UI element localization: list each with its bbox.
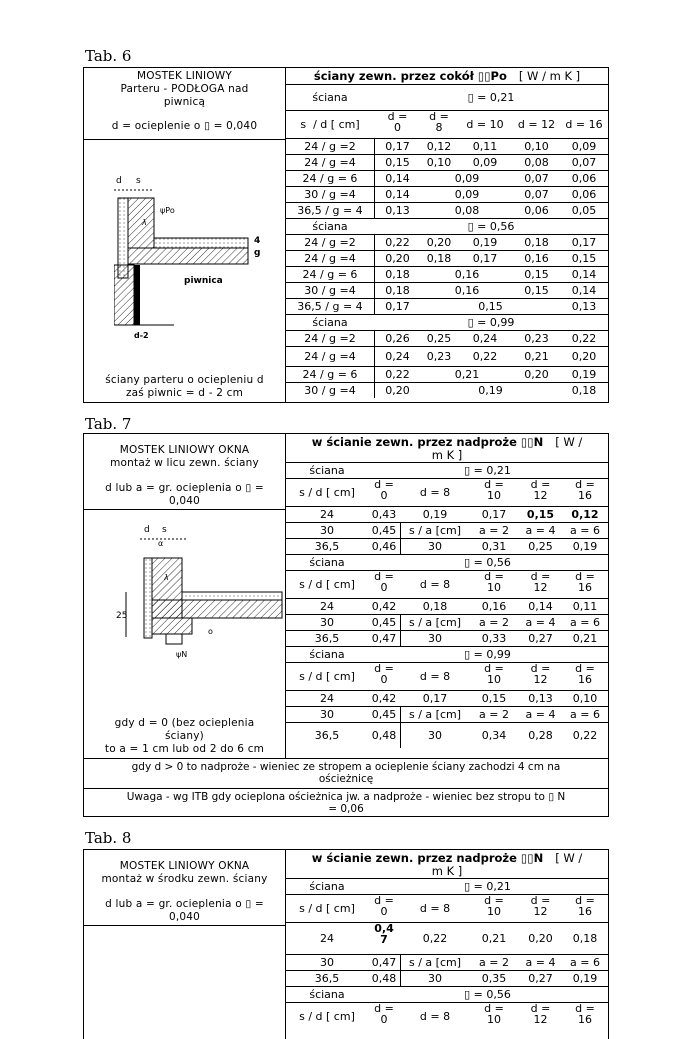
section-label (286, 84, 608, 110)
table-cell: 0,46 (371, 540, 397, 553)
table-cell: a = 4 (525, 524, 556, 537)
svg-text:ψPo: ψPo (160, 206, 175, 215)
table-cell: 0,4 7 (374, 922, 394, 946)
table-cell: 24 / g = 6 (302, 268, 358, 281)
svg-text:g: g (254, 248, 261, 258)
table-cell: 0,15 (385, 156, 410, 169)
table-row (286, 706, 608, 722)
tab8-title-unit2: m K ] (431, 864, 463, 878)
table-cell: 0,19 (472, 236, 498, 249)
table-cell: 36,5 (314, 972, 340, 985)
table-cell: 30 (320, 524, 334, 537)
table-cell: 0,45 (371, 708, 397, 721)
table-cell: 0,21 (524, 350, 549, 363)
svg-text:λ: λ (164, 573, 169, 582)
table-cell: a = 4 (525, 616, 556, 629)
table-row (286, 202, 608, 218)
table-cell: 0,07 (571, 156, 597, 169)
table-cell: ściana (309, 648, 345, 661)
table-cell: 24 / g =2 (304, 332, 356, 345)
table-cell: 0,27 (528, 972, 553, 985)
tab7-caption: Tab. 7 (85, 415, 132, 433)
table-cell: 0,45 (371, 524, 397, 537)
table-cell: 0,19 (572, 540, 598, 553)
table-cell: 0,22 (385, 236, 410, 249)
lambda-value: ▯ = 0,99 (464, 648, 511, 661)
table-cell: 0,18 (571, 384, 597, 397)
table-cell: a = 6 (570, 616, 600, 629)
table-cell: d = 12 (530, 478, 551, 502)
tab6-left-line1: MOSTEK LINIOWY (136, 70, 233, 82)
table-cell: s / d [ cm] (299, 578, 355, 591)
table-cell: d = 12 (530, 1002, 551, 1026)
table-cell: a = 2 (479, 524, 509, 537)
table-cell: 0,24 (385, 350, 410, 363)
table-cell: ściana (312, 91, 348, 104)
table-cell: 0,28 (528, 729, 553, 742)
table-cell: 0,15 (524, 268, 549, 281)
table-cell: ściana (312, 220, 348, 233)
table-cell: d = 16 (575, 570, 595, 594)
table-cell: 0,47 (371, 956, 397, 969)
tab7-left-footer1: gdy d = 0 (bez ocieplenia (114, 717, 255, 729)
tab8-table (83, 849, 609, 1039)
tab7-left-line1: MOSTEK LINIOWY OKNA (119, 444, 250, 456)
table-cell: 0,22 (572, 729, 598, 742)
table-cell: 0,08 (454, 204, 480, 217)
table-cell: s / d [ cm] (299, 1010, 355, 1023)
table-cell: 36,5 (314, 540, 340, 553)
table-cell: 0,18 (572, 932, 598, 945)
table-cell: 0,10 (426, 156, 452, 169)
table-row (286, 522, 608, 538)
table-cell: 30 (320, 708, 334, 721)
table-cell: 0,31 (481, 540, 507, 553)
tab8-left-line1: MOSTEK LINIOWY OKNA (119, 860, 250, 872)
table-cell: 24 / g = 6 (302, 172, 358, 185)
table-cell: a = 4 (525, 708, 556, 721)
table-cell: d = 10 (484, 894, 504, 918)
table-cell: 0,22 (385, 368, 410, 381)
table-row (286, 186, 608, 202)
table-cell: a = 4 (525, 956, 556, 969)
table-cell: 0,14 (571, 284, 597, 297)
table-cell: 0,20 (426, 236, 452, 249)
svg-text:ψN: ψN (176, 650, 188, 659)
table-cell: 24 / g =2 (304, 140, 356, 153)
table-cell: 0,21 (481, 932, 507, 945)
table-cell: 24 (320, 508, 334, 521)
table-cell: 0,22 (422, 932, 448, 945)
table-cell: 0,47 (371, 632, 397, 645)
table-cell: ściana (309, 988, 345, 1001)
table-cell: 0,13 (385, 204, 410, 217)
table-row (286, 614, 608, 630)
table-cell: 24 (320, 932, 334, 945)
table-cell: d = 10 (484, 1002, 504, 1026)
tab7-left-footer3: to a = 1 cm lub od 2 do 6 cm (104, 743, 265, 755)
table-cell: 0,16 (454, 268, 480, 281)
table-cell: 0,12 (426, 140, 452, 153)
column-header (286, 1002, 608, 1030)
table-cell: 0,18 (426, 252, 452, 265)
svg-text:s: s (136, 176, 141, 186)
table-cell: 0,18 (385, 284, 410, 297)
table-cell: ściana (309, 464, 345, 477)
tab6-table (83, 67, 609, 403)
table-cell: ściana (312, 316, 348, 329)
table-cell: 0,13 (528, 692, 553, 705)
tab7-title-unit2: m K ] (431, 448, 463, 462)
table-cell: 0,14 (528, 600, 553, 613)
section-label (286, 218, 608, 234)
tab8-left-line4: 0,040 (168, 911, 201, 923)
table-cell: 0,19 (478, 384, 503, 397)
table-cell: d = 12 (530, 570, 551, 594)
table-cell: 30 (320, 956, 334, 969)
lambda-value: ▯ = 0,56 (464, 988, 511, 1001)
table-cell: 0,22 (571, 332, 597, 345)
table-cell: 0,17 (385, 300, 410, 313)
table-row (286, 298, 608, 314)
table-row (286, 506, 608, 522)
table-cell: d = 12 (530, 662, 551, 686)
table-row (286, 538, 608, 554)
tab8-left-panel (84, 850, 286, 1039)
table-row (286, 954, 608, 970)
column-header (286, 894, 608, 922)
lambda-value: ▯ = 0,21 (467, 91, 515, 104)
table-cell: d = 0 (374, 1002, 394, 1026)
table-cell: 0,06 (524, 204, 549, 217)
table-row (286, 138, 608, 154)
table-cell: d = 8 (419, 486, 451, 499)
table-cell: 0,15 (571, 252, 597, 265)
table-cell: s / d [ cm] (300, 118, 360, 131)
table-cell: d = 8 (429, 110, 449, 134)
table-cell: 0,20 (571, 350, 597, 363)
table-cell: 24 / g =4 (304, 350, 356, 363)
table-cell: 0,43 (371, 508, 397, 521)
table-cell: s / d [ cm] (299, 902, 355, 915)
column-header (286, 478, 608, 506)
table-cell: 0,16 (481, 600, 507, 613)
column-header (286, 110, 608, 138)
table-cell: 24 (320, 600, 334, 613)
table-cell: 0,16 (454, 284, 480, 297)
table-cell: 0,06 (571, 172, 597, 185)
table-row (286, 234, 608, 250)
table-cell: 36,5 (314, 632, 340, 645)
column-header (286, 662, 608, 690)
table-cell: d = 0 (374, 570, 394, 594)
table-cell: 0,09 (454, 188, 480, 201)
table-cell: d = 16 (575, 662, 595, 686)
table-cell: 0,24 (472, 332, 498, 345)
table-cell: 0,08 (524, 156, 549, 169)
svg-text:α: α (158, 539, 164, 548)
table-cell: d = 8 (419, 1010, 451, 1023)
table-cell: 0,15 (524, 284, 549, 297)
table-cell: 30 (428, 729, 442, 742)
table-cell: 0,17 (481, 508, 507, 521)
table-cell: d = 8 (419, 578, 451, 591)
table-cell: 0,26 (385, 332, 410, 345)
table-cell: 30 (320, 616, 334, 629)
table-cell: d = 0 (374, 662, 394, 686)
tab7-left-line4: 0,040 (168, 495, 201, 507)
table-cell: 0,10 (572, 692, 598, 705)
table-cell: 0,42 (371, 600, 397, 613)
table-cell: 0,09 (571, 140, 597, 153)
table-cell: 24 (320, 692, 334, 705)
svg-text:25: 25 (116, 611, 128, 621)
table-row (286, 922, 608, 954)
table-cell: d = 16 (575, 894, 595, 918)
table-cell: 0,20 (385, 252, 410, 265)
table-cell: 0,09 (472, 156, 498, 169)
table-cell: 0,25 (528, 540, 553, 553)
table-cell: 0,25 (426, 332, 452, 345)
tab6-title: ściany zewn. przez cokół ▯▯Po [ W / m K ] (313, 69, 581, 83)
tab7-left-panel (84, 434, 286, 758)
table-row (286, 598, 608, 614)
table-cell: 0,23 (426, 350, 452, 363)
tab6-detail-drawing (114, 173, 289, 343)
table-cell: a = 6 (570, 524, 600, 537)
svg-text:piwnica: piwnica (184, 276, 223, 286)
table-cell: ściana (309, 556, 345, 569)
table-cell: 0,16 (524, 252, 549, 265)
table-cell: s / d [ cm] (299, 486, 355, 499)
table-cell: 0,48 (371, 972, 397, 985)
section-label (286, 554, 608, 570)
tab7-note1: gdy d > 0 to nadproże - wieniec ze stropem a ocieplenie ściany zachodzi 4 cm na ościeżnicę (84, 758, 608, 788)
table-cell: a = 6 (570, 956, 600, 969)
section-label (286, 314, 608, 330)
tab7-left-line2: montaż w licu zewn. ściany (110, 457, 259, 469)
tab7-right-panel (286, 434, 608, 758)
table-cell: 0,14 (571, 268, 597, 281)
table-cell: 0,21 (454, 368, 480, 381)
table-cell: s / a [cm] (408, 616, 461, 629)
section-label (286, 986, 608, 1002)
table-cell: 30 / g =4 (304, 384, 356, 397)
table-cell: 24 / g =4 (304, 252, 356, 265)
table-cell: 0,17 (571, 236, 597, 249)
table-row (286, 630, 608, 646)
svg-text:d-2: d-2 (134, 331, 149, 340)
table-cell: 0,18 (385, 268, 410, 281)
table-cell: 0,11 (572, 600, 598, 613)
table-cell: a = 2 (479, 956, 509, 969)
table-row (286, 250, 608, 266)
table-cell: 0,07 (524, 188, 549, 201)
table-cell: 0,10 (524, 140, 549, 153)
table-cell: 0,14 (385, 188, 410, 201)
table-cell: a = 2 (479, 708, 509, 721)
tab8-left-line2: montaż w środku zewn. ściany (101, 873, 268, 885)
tab6-left-line4: d = ocieplenie o ▯ = 0,040 (111, 120, 258, 132)
tab8-right-panel (286, 850, 608, 1039)
section-label (286, 462, 608, 478)
table-cell: d = 10 (466, 118, 504, 131)
table-cell: 0,17 (385, 140, 410, 153)
table-cell: 0,45 (371, 616, 397, 629)
table-cell: s / d [ cm] (299, 670, 355, 683)
table-cell: 30 / g =4 (304, 188, 356, 201)
lambda-value: ▯ = 0,56 (464, 556, 511, 569)
lambda-value: ▯ = 0,21 (464, 464, 511, 477)
svg-text:d: d (116, 176, 122, 186)
table-row (286, 722, 608, 748)
table-cell: 30 (428, 540, 442, 553)
table-cell: 0,11 (472, 140, 498, 153)
table-cell: 24 / g =4 (304, 156, 356, 169)
table-cell: 0,23 (524, 332, 549, 345)
table-row (286, 346, 608, 366)
tab6-caption: Tab. 6 (85, 47, 132, 65)
table-cell: 0,19 (422, 508, 448, 521)
table-row (286, 382, 608, 398)
tab6-left-footer1: ściany parteru o ociepleniu d (105, 374, 264, 386)
tab7-left-footer2: ściany) (165, 730, 204, 742)
table-row (286, 690, 608, 706)
table-cell: 36,5 (314, 729, 340, 742)
table-row (286, 970, 608, 986)
tab8-caption: Tab. 8 (85, 829, 132, 847)
table-cell: 0,05 (571, 204, 597, 217)
table-cell: 0,33 (481, 632, 507, 645)
svg-text:d: d (144, 525, 150, 535)
table-cell: 30 (428, 632, 442, 645)
table-cell: 30 (428, 972, 442, 985)
section-label (286, 878, 608, 894)
tab6-left-line3: piwnicą (163, 96, 206, 108)
table-cell: 24 / g = 6 (302, 368, 358, 381)
table-cell: 0,12 (571, 508, 599, 521)
tab7-title: w ścianie zewn. przez nadproże ▯▯N [ W / (311, 435, 583, 449)
svg-text:λ: λ (142, 218, 147, 227)
table-cell: 0,35 (481, 972, 507, 985)
table-cell: 36,5 / g = 4 (297, 300, 363, 313)
table-cell: a = 2 (479, 616, 509, 629)
table-cell: 30 / g =4 (304, 284, 356, 297)
lambda-value: ▯ = 0,21 (464, 880, 511, 893)
tab7-left-line3: d lub a = gr. ocieplenia o ▯ = (105, 482, 264, 494)
table-row (286, 366, 608, 382)
lambda-value: ▯ = 0,99 (467, 316, 515, 329)
table-cell: 0,27 (528, 632, 553, 645)
table-cell: 0,09 (454, 172, 480, 185)
table-cell: 0,07 (524, 172, 549, 185)
table-cell: 0,20 (385, 384, 410, 397)
table-cell: d = 0 (387, 110, 408, 134)
table-cell: 0,34 (481, 729, 507, 742)
table-cell: 0,18 (524, 236, 549, 249)
table-cell: d = 8 (419, 670, 451, 683)
table-cell: 0,22 (472, 350, 498, 363)
table-cell: d = 10 (484, 570, 504, 594)
tab6-left-panel (84, 68, 286, 402)
tab6-right-panel (286, 68, 608, 402)
table-cell: s / a [cm] (408, 956, 461, 969)
table-cell: 0,21 (572, 632, 598, 645)
table-cell: d = 10 (484, 662, 504, 686)
table-row (286, 170, 608, 186)
table-cell: d = 12 (517, 118, 556, 131)
tab8-title: w ścianie zewn. przez nadproże ▯▯N [ W / (311, 851, 583, 865)
table-cell: 0,42 (371, 692, 397, 705)
tab7-note2: Uwaga - wg ITB gdy ocieplona ościeżnica jw. a nadproże - wieniec bez stropu to ▯ N = 0,06 (84, 788, 608, 818)
svg-text:s: s (162, 525, 167, 535)
table-cell: d = 0 (374, 478, 394, 502)
lambda-value: ▯ = 0,56 (467, 220, 515, 233)
tab6-left-footer2: zaś piwnic = d - 2 cm (125, 387, 244, 399)
svg-text:4: 4 (254, 236, 261, 246)
table-cell: d = 16 (575, 1002, 595, 1026)
tab7-detail-drawing (116, 522, 286, 672)
table-cell: d = 16 (575, 478, 595, 502)
table-cell: s / a [cm] (408, 524, 461, 537)
table-cell: 0,13 (571, 300, 597, 313)
table-cell: 24 / g =2 (304, 236, 356, 249)
table-cell: 0,20 (528, 932, 553, 945)
section-label (286, 646, 608, 662)
table-cell: d = 0 (374, 894, 394, 918)
table-cell: 36,5 / g = 4 (297, 204, 363, 217)
table-cell: 0,18 (422, 600, 448, 613)
table-cell: 0,19 (571, 368, 597, 381)
table-cell: 0,15 (478, 300, 503, 313)
table-cell: s / a [cm] (408, 708, 461, 721)
table-cell: ściana (309, 880, 345, 893)
table-row (286, 330, 608, 346)
table-cell: a = 6 (570, 708, 600, 721)
table-cell: 0,15 (526, 508, 555, 521)
table-cell: d = 8 (419, 902, 451, 915)
tab6-left-line2: Parteru - PODŁOGA nad (120, 83, 249, 95)
table-cell: 0,17 (472, 252, 498, 265)
table-row (286, 154, 608, 170)
table-row (286, 282, 608, 298)
table-cell: 0,14 (385, 172, 410, 185)
table-cell: d = 10 (484, 478, 504, 502)
table-cell: 0,19 (572, 972, 598, 985)
svg-text:o: o (208, 627, 213, 636)
table-cell: 0,15 (481, 692, 507, 705)
table-cell: 0,20 (524, 368, 549, 381)
column-header (286, 570, 608, 598)
table-row (286, 266, 608, 282)
table-cell: 0,06 (571, 188, 597, 201)
table-cell: d = 12 (530, 894, 551, 918)
table-cell: d = 16 (565, 118, 603, 131)
tab7-table (83, 433, 609, 817)
tab8-left-line3: d lub a = gr. ocieplenia o ▯ = (105, 898, 264, 910)
table-cell: 0,17 (422, 692, 448, 705)
table-cell: 0,48 (371, 729, 397, 742)
